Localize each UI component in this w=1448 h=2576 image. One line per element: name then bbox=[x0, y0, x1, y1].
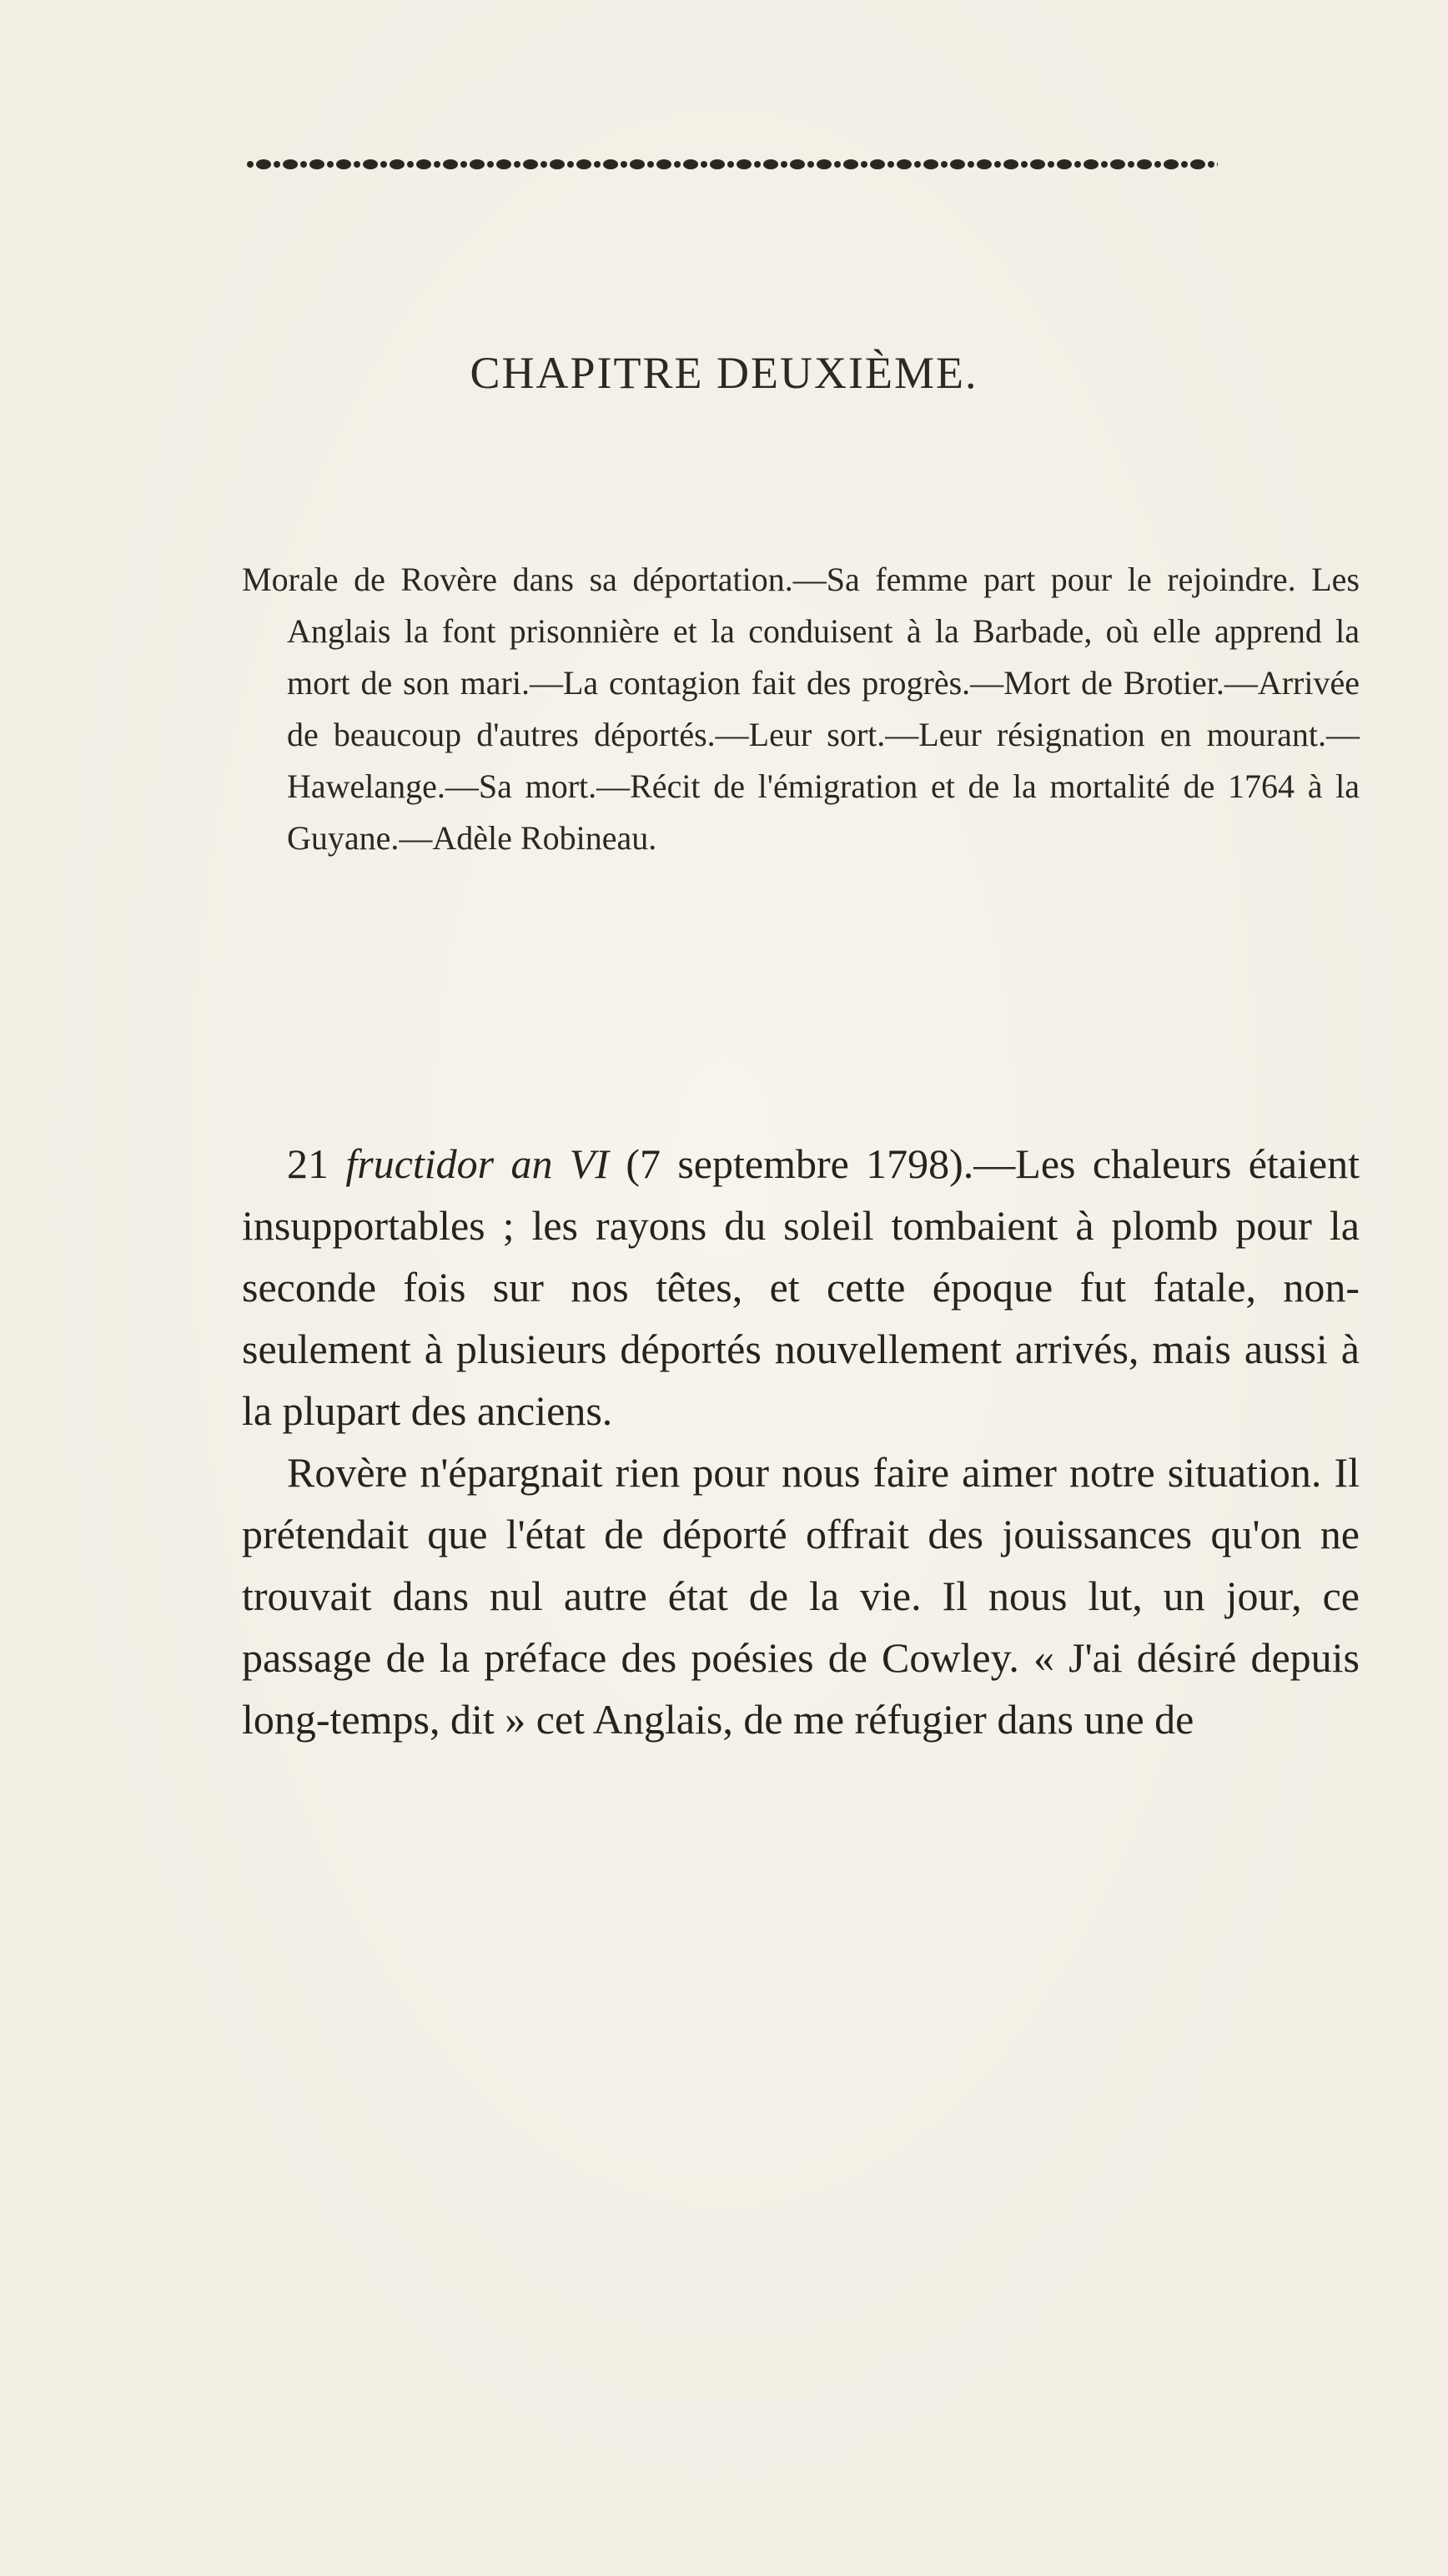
ornament-leaf bbox=[1137, 159, 1152, 169]
ornament-dot bbox=[887, 161, 894, 168]
ornament-leaf bbox=[309, 159, 324, 169]
ornament-leaf bbox=[683, 159, 698, 169]
ornament-leaf bbox=[737, 159, 752, 169]
ornament-leaf bbox=[950, 159, 965, 169]
chapter-body bbox=[242, 1133, 1360, 1750]
ornament-dot bbox=[380, 161, 387, 168]
ornament-leaf bbox=[1190, 159, 1205, 169]
ornament-leaf bbox=[763, 159, 778, 169]
ornament-dot bbox=[754, 161, 761, 168]
date-day: 21 bbox=[287, 1140, 346, 1187]
ornament-dot bbox=[1048, 161, 1054, 168]
ornament-leaf bbox=[523, 159, 538, 169]
ornament-leaf bbox=[336, 159, 351, 169]
ornament-dot bbox=[274, 161, 280, 168]
ornament-dot bbox=[247, 161, 254, 168]
ornament-dot bbox=[674, 161, 681, 168]
ornament-dot bbox=[781, 161, 787, 168]
ornament-dot bbox=[354, 161, 360, 168]
ornament-dot bbox=[327, 161, 334, 168]
ornament-dot bbox=[1208, 161, 1214, 168]
ornament-dot bbox=[968, 161, 974, 168]
ornament-dot bbox=[567, 161, 574, 168]
decorative-border-ornament bbox=[244, 155, 1218, 174]
ornament-leaf bbox=[630, 159, 645, 169]
ornament-leaf bbox=[897, 159, 912, 169]
ornament-leaf bbox=[1057, 159, 1072, 169]
ornament-leaf bbox=[1030, 159, 1045, 169]
ornament-dot bbox=[540, 161, 547, 168]
ornament-dot bbox=[300, 161, 307, 168]
ornament-leaf bbox=[1217, 159, 1218, 169]
paragraph-1-text: (7 septembre 1798).—Les chaleurs étaient insupportables ; les rayons du soleil tombaient à plomb pour la seconde fois sur nos têtes, et cette époque fut fatale, non-seulement à plusieurs déportés nouvellement arrivés, mais aussi à la plupart des anciens. bbox=[242, 1140, 1360, 1434]
ornament-leaf bbox=[1083, 159, 1099, 169]
ornament-leaf bbox=[977, 159, 992, 169]
ornament-dot bbox=[727, 161, 734, 168]
ornament-leaf bbox=[817, 159, 832, 169]
ornament-leaf bbox=[390, 159, 405, 169]
ornament-dot bbox=[594, 161, 601, 168]
chapter-summary bbox=[242, 554, 1360, 864]
ornament-leaf bbox=[416, 159, 431, 169]
republican-date: fructidor an VI bbox=[345, 1140, 609, 1187]
ornament-leaf bbox=[603, 159, 618, 169]
ornament-leaf bbox=[656, 159, 671, 169]
ornament-leaf bbox=[550, 159, 565, 169]
ornament-leaf bbox=[1110, 159, 1125, 169]
ornament-dot bbox=[1154, 161, 1161, 168]
ornament-dot bbox=[434, 161, 440, 168]
ornament-dot bbox=[407, 161, 414, 168]
ornament-leaf bbox=[870, 159, 885, 169]
ornament-dot bbox=[1074, 161, 1081, 168]
ornament-dot bbox=[701, 161, 707, 168]
ornament-dot bbox=[460, 161, 467, 168]
ornament-leaf bbox=[1003, 159, 1018, 169]
ornament-dot bbox=[514, 161, 520, 168]
ornament-leaf bbox=[576, 159, 591, 169]
ornament-dot bbox=[621, 161, 627, 168]
ornament-leaf bbox=[843, 159, 858, 169]
paragraph-1 bbox=[242, 1133, 1360, 1441]
ornament-leaf bbox=[790, 159, 805, 169]
ornament-dot bbox=[941, 161, 948, 168]
ornament-dot bbox=[834, 161, 841, 168]
paragraph-2: Rovère n'épargnait rien pour nous faire aimer notre situation. Il prétendait que l'état de déporté offrait des jouissances qu'on ne trouvait dans nul autre état de la vie. Il nous lut, un jour, ce passage de la préface des poésies de Cowley. « J'ai désiré depuis long-temps, dit » cet Anglais, de me réfugier dans une de bbox=[242, 1449, 1360, 1743]
ornament-dot bbox=[1101, 161, 1108, 168]
ornament-leaf bbox=[470, 159, 485, 169]
ornament-dot bbox=[1128, 161, 1134, 168]
ornament-dot bbox=[647, 161, 654, 168]
ornament-dot bbox=[1181, 161, 1188, 168]
chapter-summary-text: Morale de Rovère dans sa déportation.—Sa femme part pour le rejoindre. Les Anglais la font prisonnière et la conduisent à la Barbade, où elle apprend la mort de son mari.—La contagion fait des progrès.—Mort de Brotier.—Arrivée de beaucoup d'autres déportés.—Leur sort.—Leur résignation en mourant.—Hawelange.—Sa mort.—Récit de l'émigration et de la mortalité de 1764 à la Guyane.—Adèle Robineau. bbox=[242, 561, 1360, 857]
ornament-leaf bbox=[496, 159, 511, 169]
ornament-dot bbox=[807, 161, 814, 168]
ornament-leaf bbox=[363, 159, 378, 169]
ornament-dot bbox=[1021, 161, 1028, 168]
ornament-dot bbox=[487, 161, 494, 168]
ornament-leaf bbox=[1164, 159, 1179, 169]
ornament-leaf bbox=[256, 159, 271, 169]
ornament-leaf bbox=[443, 159, 458, 169]
chapter-title: CHAPITRE DEUXIÈME. bbox=[470, 348, 978, 398]
ornament-dot bbox=[994, 161, 1001, 168]
ornament-leaf bbox=[283, 159, 298, 169]
ornament-dot bbox=[914, 161, 921, 168]
ornament-leaf bbox=[710, 159, 725, 169]
ornament-leaf bbox=[923, 159, 938, 169]
ornament-dot bbox=[861, 161, 867, 168]
